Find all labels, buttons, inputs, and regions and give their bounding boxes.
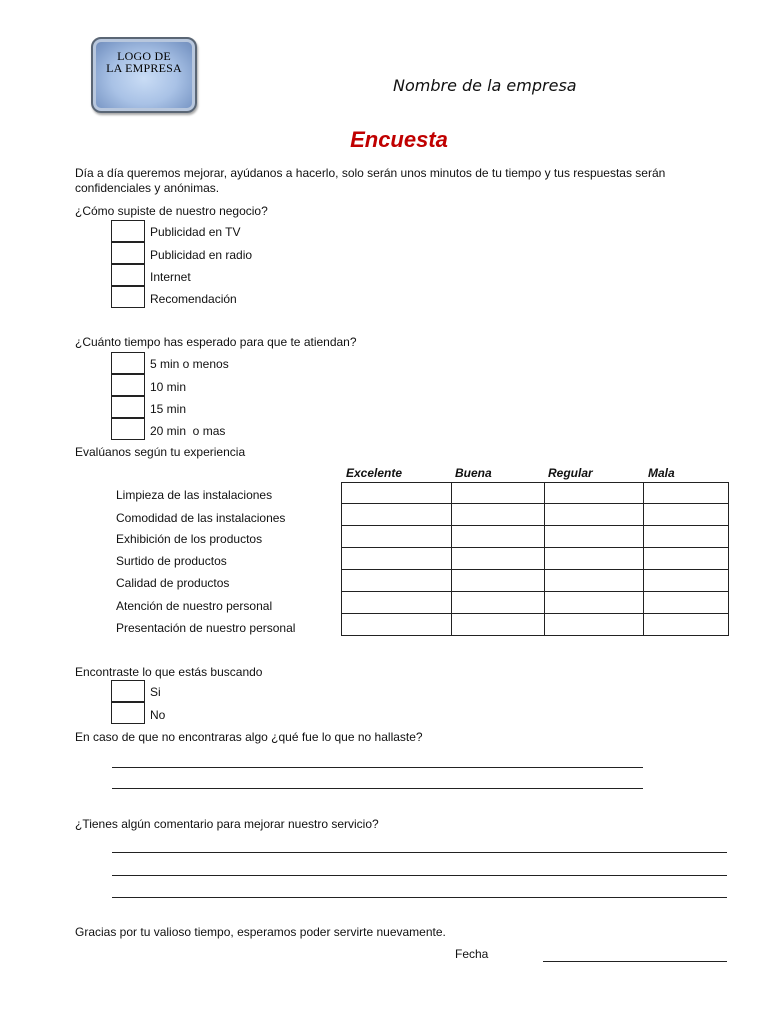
q4-question: Encontraste lo que estás buscando <box>75 665 263 679</box>
page-title: Encuesta <box>350 127 448 152</box>
rating-cell[interactable] <box>644 614 729 636</box>
rating-row <box>342 504 729 526</box>
rating-cell[interactable] <box>452 570 545 592</box>
q2-option-label: 20 min o mas <box>150 424 226 438</box>
q1-checkbox-tv[interactable] <box>111 220 145 242</box>
rating-cell[interactable] <box>545 504 644 526</box>
rating-cell[interactable] <box>452 526 545 548</box>
q1-checkbox-internet[interactable] <box>111 264 145 286</box>
q1-checkbox-radio[interactable] <box>111 242 145 264</box>
rating-cell[interactable] <box>452 504 545 526</box>
company-logo <box>91 37 197 113</box>
q2-option-label: 5 min o menos <box>150 357 229 371</box>
q4-checkbox-no[interactable] <box>111 702 145 724</box>
q4-checkbox-si[interactable] <box>111 680 145 702</box>
column-header-excelente: Excelente <box>346 466 403 480</box>
intro-text: Día a día queremos mejorar, ayúdanos a hacerlo, solo serán unos minutos de tu tiempo y tus respuestas serán confidenciales y anónimas. <box>75 166 666 195</box>
rating-cell[interactable] <box>545 526 644 548</box>
rating-row-label: Exhibición de los productos <box>116 532 263 546</box>
company-name: Nombre de la empresa <box>393 76 577 95</box>
rating-cell[interactable] <box>644 526 729 548</box>
rating-cell[interactable] <box>342 592 452 614</box>
q2-question: ¿Cuánto tiempo has esperado para que te atiendan? <box>75 335 357 349</box>
q6-answer-line[interactable] <box>112 852 727 853</box>
rating-row-label: Surtido de productos <box>116 554 227 568</box>
q3-question: Evalúanos según tu experiencia <box>75 445 246 459</box>
rating-row-label: Comodidad de las instalaciones <box>116 511 286 525</box>
rating-cell[interactable] <box>342 526 452 548</box>
rating-cell[interactable] <box>452 548 545 570</box>
q2-checkbox-20min[interactable] <box>111 418 145 440</box>
rating-cell[interactable] <box>452 592 545 614</box>
q5-question: En caso de que no encontraras algo ¿qué fue lo que no hallaste? <box>75 730 423 744</box>
rating-cell[interactable] <box>342 504 452 526</box>
rating-row <box>342 614 729 636</box>
q2-option-label: 15 min <box>150 402 187 416</box>
rating-cell[interactable] <box>342 570 452 592</box>
rating-row-label: Limpieza de las instalaciones <box>116 488 273 502</box>
q2-checkbox-5min[interactable] <box>111 352 145 374</box>
column-header-regular: Regular <box>548 466 593 480</box>
rating-row <box>342 570 729 592</box>
rating-row <box>342 592 729 614</box>
q1-option-label: Recomendación <box>150 292 237 306</box>
rating-cell[interactable] <box>644 483 729 504</box>
rating-row <box>342 548 729 570</box>
q1-option-label: Publicidad en radio <box>150 248 253 262</box>
q1-question: ¿Cómo supiste de nuestro negocio? <box>75 204 268 218</box>
q1-option-label: Publicidad en TV <box>150 225 241 239</box>
rating-row-label: Presentación de nuestro personal <box>116 621 296 635</box>
rating-cell[interactable] <box>452 614 545 636</box>
rating-cell[interactable] <box>342 548 452 570</box>
logo-line-1: LOGO DE <box>117 49 171 63</box>
q4-option-label: No <box>150 708 166 722</box>
thanks-text: Gracias por tu valioso tiempo, esperamos poder servirte nuevamente. <box>75 925 446 939</box>
rating-row <box>342 483 729 504</box>
rating-cell[interactable] <box>452 483 545 504</box>
q1-checkbox-recomendacion[interactable] <box>111 286 145 308</box>
q2-checkbox-10min[interactable] <box>111 374 145 396</box>
rating-cell[interactable] <box>545 614 644 636</box>
q2-option-label: 10 min <box>150 380 187 394</box>
q4-option-label: Si <box>150 685 161 699</box>
rating-cell[interactable] <box>644 548 729 570</box>
rating-cell[interactable] <box>644 504 729 526</box>
rating-cell[interactable] <box>545 570 644 592</box>
q6-answer-line[interactable] <box>112 875 727 876</box>
q5-answer-line[interactable] <box>112 788 643 789</box>
rating-row <box>342 526 729 548</box>
rating-row-label: Calidad de productos <box>116 576 230 590</box>
rating-cell[interactable] <box>342 483 452 504</box>
q1-option-label: Internet <box>150 270 191 284</box>
date-label: Fecha <box>455 947 489 961</box>
rating-cell[interactable] <box>545 483 644 504</box>
rating-cell[interactable] <box>342 614 452 636</box>
q6-answer-line[interactable] <box>112 897 727 898</box>
q5-answer-line[interactable] <box>112 767 643 768</box>
logo-line-2: LA EMPRESA <box>106 61 182 75</box>
column-header-buena: Buena <box>455 466 492 480</box>
q2-checkbox-15min[interactable] <box>111 396 145 418</box>
rating-cell[interactable] <box>545 548 644 570</box>
column-header-mala: Mala <box>648 466 675 480</box>
rating-row-label: Atención de nuestro personal <box>116 599 273 613</box>
rating-cell[interactable] <box>545 592 644 614</box>
date-line[interactable] <box>543 961 727 962</box>
q6-question: ¿Tienes algún comentario para mejorar nuestro servicio? <box>75 817 379 831</box>
rating-cell[interactable] <box>644 592 729 614</box>
rating-cell[interactable] <box>644 570 729 592</box>
rating-grid <box>341 482 729 636</box>
